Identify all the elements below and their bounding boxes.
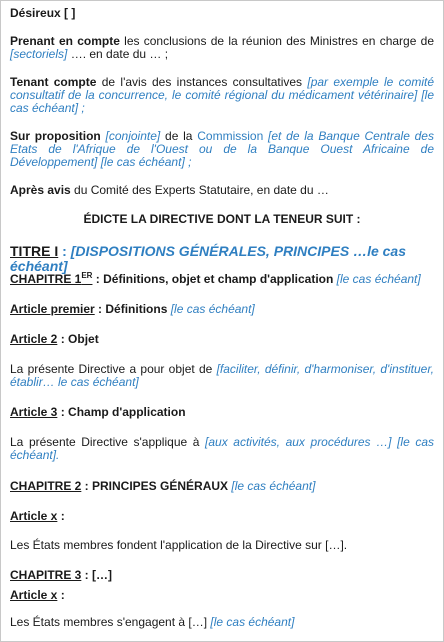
body-text: La présente Directive a pour objet de — [10, 362, 217, 376]
titre-label: TITRE I — [10, 243, 59, 259]
chapitre-3-heading — [10, 569, 434, 582]
placeholder-note: [aux activités, aux procédures …] [le cas échéant]. — [10, 435, 435, 462]
recital-text: les conclusions de la réunion des Ministres en charge de — [119, 34, 435, 48]
titre-sep: : — [58, 243, 71, 259]
article-x-2-body — [10, 616, 434, 629]
article-text: : — [57, 588, 65, 602]
chapitre-text: : PRINCIPES GÉNÉRAUX — [81, 479, 232, 493]
chapitre-sup: ER — [81, 271, 93, 280]
article-label: Article x — [10, 509, 58, 523]
placeholder-note: [le cas échéant] — [170, 302, 255, 316]
recital-lead: Prenant en compte — [10, 34, 120, 48]
article-3-body — [10, 436, 434, 462]
desireux-line — [10, 7, 434, 20]
recital-sur-proposition — [10, 130, 434, 169]
chapitre-label: CHAPITRE 2 — [10, 479, 82, 493]
body-text: Les États membres s'engagent à […] — [10, 615, 211, 629]
article-label: Article x — [10, 588, 58, 602]
placeholder-example: [par exemple le comité consultatif de la concurrence, le comité régional du médicament vétérinaire] [le cas échéant] ; — [10, 75, 435, 115]
chapitre-2-heading — [10, 480, 434, 493]
placeholder-note: [le cas échéant] — [231, 479, 316, 493]
recital-lead: Après avis — [10, 183, 71, 197]
desireux-text: Désireux [ ] — [10, 6, 76, 20]
placeholder-banks: [et de la Banque Centrale des Etats de l'Afrique de l'Ouest ou de la Banque Ouest Africaine de Développement] [le cas échéant] ; — [10, 129, 434, 169]
recital-text: de la — [160, 129, 198, 143]
article-label: Article premier — [10, 302, 95, 316]
article-x-2-heading — [10, 589, 434, 602]
recital-apres-avis — [10, 184, 434, 197]
article-text: : Objet — [57, 332, 99, 346]
article-label: Article 3 — [10, 405, 58, 419]
article-label: Article 2 — [10, 332, 58, 346]
article-x-1-body — [10, 539, 434, 552]
chapitre-label — [10, 272, 92, 286]
article-text: : — [57, 509, 65, 523]
recital-prenant-en-compte — [10, 35, 434, 61]
recital-text: …. en date du … ; — [67, 47, 169, 61]
placeholder-note: [le cas échéant] — [210, 615, 295, 629]
body-text: Les États membres fondent l'application de la Directive sur […]. — [10, 538, 348, 552]
chapitre-text: : Définitions, objet et champ d'application — [92, 272, 337, 286]
article-text: : Champ d'application — [57, 405, 186, 419]
recital-tenant-compte — [10, 76, 434, 115]
recital-text: de l'avis des instances consultatives — [96, 75, 308, 89]
article-x-1-heading — [10, 510, 434, 523]
placeholder-sectoriels: [sectoriels] — [10, 47, 68, 61]
placeholder-conjointe: [conjointe] — [100, 129, 161, 143]
recital-text: du Comité des Experts Statutaire, en date du … — [70, 183, 329, 197]
chapitre-label: CHAPITRE 3 — [10, 568, 82, 582]
decree-text: ÉDICTE LA DIRECTIVE DONT LA TENEUR SUIT : — [83, 212, 361, 226]
titre-heading — [10, 244, 434, 274]
body-text: La présente Directive s'applique à — [10, 435, 206, 449]
placeholder-note: [faciliter, définir, d'harmoniser, d'instituer, établir… le cas échéant] — [10, 362, 435, 389]
article-text: : Définitions — [94, 302, 171, 316]
commission-text: Commission — [197, 129, 264, 143]
chapitre-text: : […] — [81, 568, 112, 582]
article-2-heading — [10, 333, 434, 346]
article-2-body — [10, 363, 434, 389]
decree-heading — [10, 213, 434, 226]
titre-text: [DISPOSITIONS GÉNÉRALES, PRINCIPES …le cas échéant] — [10, 243, 406, 274]
recital-lead: Sur proposition — [10, 129, 101, 143]
chapitre-number: CHAPITRE 1 — [10, 272, 82, 286]
article-3-heading — [10, 406, 434, 419]
article-premier-heading — [10, 303, 434, 316]
chapitre-1-heading — [10, 273, 434, 286]
placeholder-note: [le cas échéant] — [336, 272, 421, 286]
recital-lead: Tenant compte — [10, 75, 97, 89]
